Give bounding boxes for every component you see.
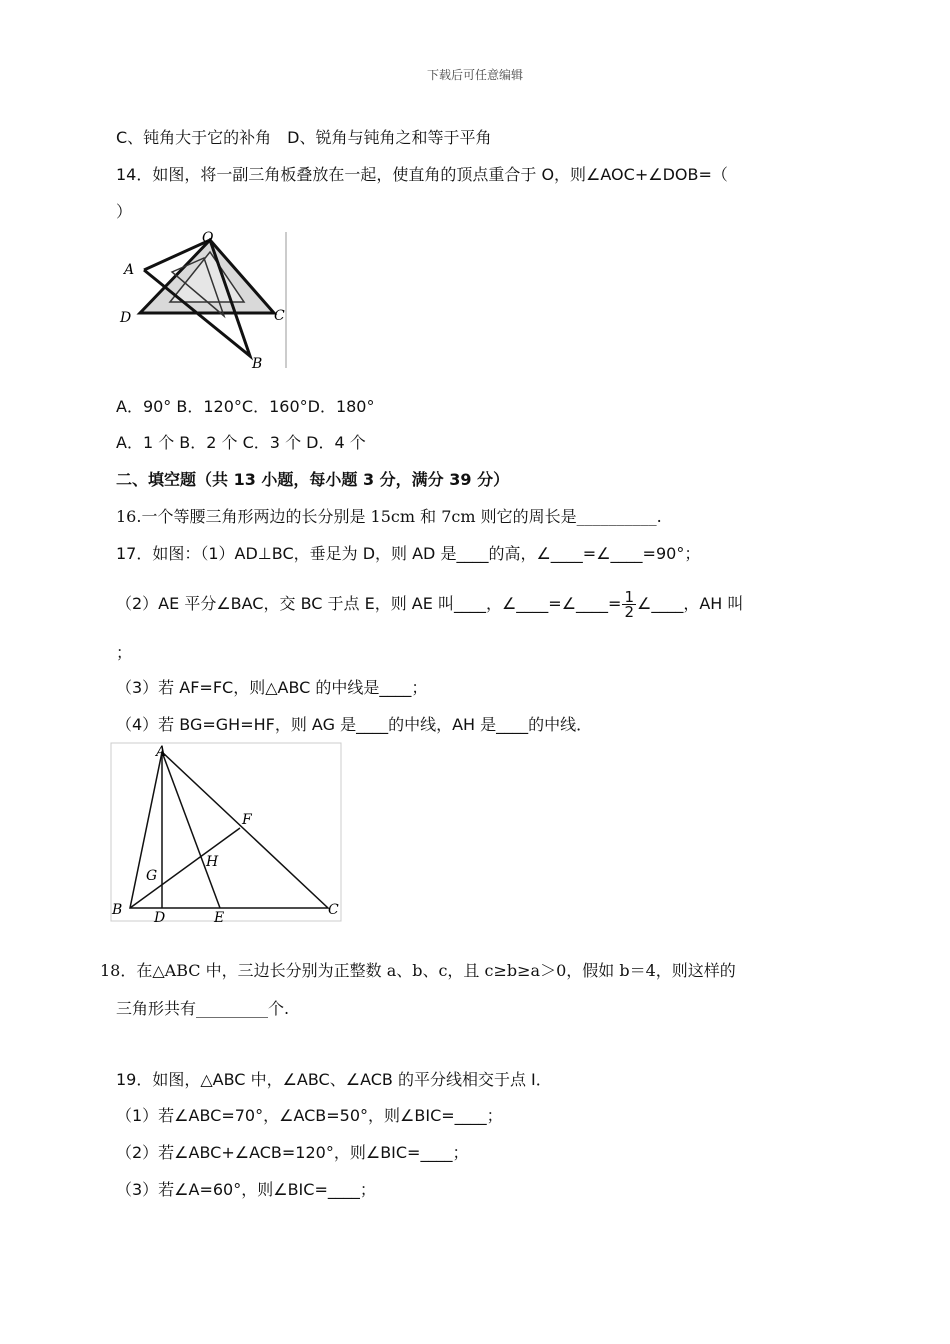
label-b: B	[252, 356, 263, 372]
question-18-line-2: 三角形共有_________个.	[116, 999, 290, 1018]
question-19-part-3: （3）若∠A=60°，则∠BIC=____；	[116, 1180, 376, 1199]
question-14-bracket: ）	[116, 202, 133, 221]
question-15-options: A．1 个 B．2 个 C．3 个 D．4 个	[116, 433, 366, 452]
question-19-part-2: （2）若∠ABC+∠ACB=120°，则∠BIC=____；	[116, 1143, 469, 1162]
question-19: 19．如图，△ABC 中，∠ABC、∠ACB 的平分线相交于点 I．	[116, 1070, 552, 1089]
label-h: H	[206, 854, 219, 870]
label-e: E	[214, 910, 225, 924]
question-16: 16.一个等腰三角形两边的长分别是 15cm 和 7cm 则它的周长是__________.	[116, 507, 662, 526]
question-17-part-1: 17．如图：（1）AD⊥BC，垂足为 D，则 AD 是____的高，∠____=∠____=90°；	[116, 544, 701, 563]
label-c: C	[328, 902, 339, 918]
question-17-part-4: （4）若 BG=GH=HF，则 AG 是____的中线，AH 是____的中线．	[116, 715, 593, 734]
question-17-part-2-end: ；	[116, 643, 133, 662]
label-b: B	[112, 902, 123, 918]
section-2-heading: 二、填空题（共 13 小题，每小题 3 分，满分 39 分）	[116, 470, 510, 489]
question-18-line-1: 18．在△ABC 中，三边长分别为正整数 a、b、c，且 c≥b≥a＞0，假如 b＝4，则这样的	[100, 961, 736, 980]
label-a: A	[124, 262, 135, 278]
label-c: C	[274, 308, 285, 324]
segment-ae	[162, 752, 220, 908]
label-f: F	[242, 812, 252, 828]
figure-q14-triangles	[112, 228, 292, 374]
question-17-part-2-text-a: （2）AE 平分∠BAC，交 BC 于点 E，则 AE 叫____，∠____=∠____=	[116, 594, 622, 613]
question-17-part-3: （3）若 AF=FC，则△ABC 的中线是____；	[116, 678, 428, 697]
question-17-part-2-text-b: ∠____，AH 叫	[637, 594, 744, 613]
label-d: D	[154, 910, 166, 924]
option-line-c-d: C、钝角大于它的补角 D、锐角与钝角之和等于平角	[116, 128, 492, 147]
label-a: A	[156, 744, 167, 760]
figure-q17-triangle	[110, 742, 344, 924]
question-19-part-1: （1）若∠ABC=70°，∠ACB=50°，则∠BIC=____；	[116, 1106, 503, 1125]
label-o: O	[202, 230, 214, 246]
label-d: D	[120, 310, 132, 326]
question-14: 14．如图，将一副三角板叠放在一起，使直角的顶点重合于 O，则∠AOC+∠DOB=（	[116, 165, 728, 184]
fraction-one-half: $\frac{1}{2}$	[624, 588, 634, 621]
question-17-part-2	[116, 590, 743, 619]
question-14-options: A．90° B．120°C．160°D．180°	[116, 397, 375, 416]
label-g: G	[146, 868, 158, 884]
triangle-abc	[130, 752, 328, 908]
page-header: 下载后可任意编辑	[426, 68, 523, 82]
